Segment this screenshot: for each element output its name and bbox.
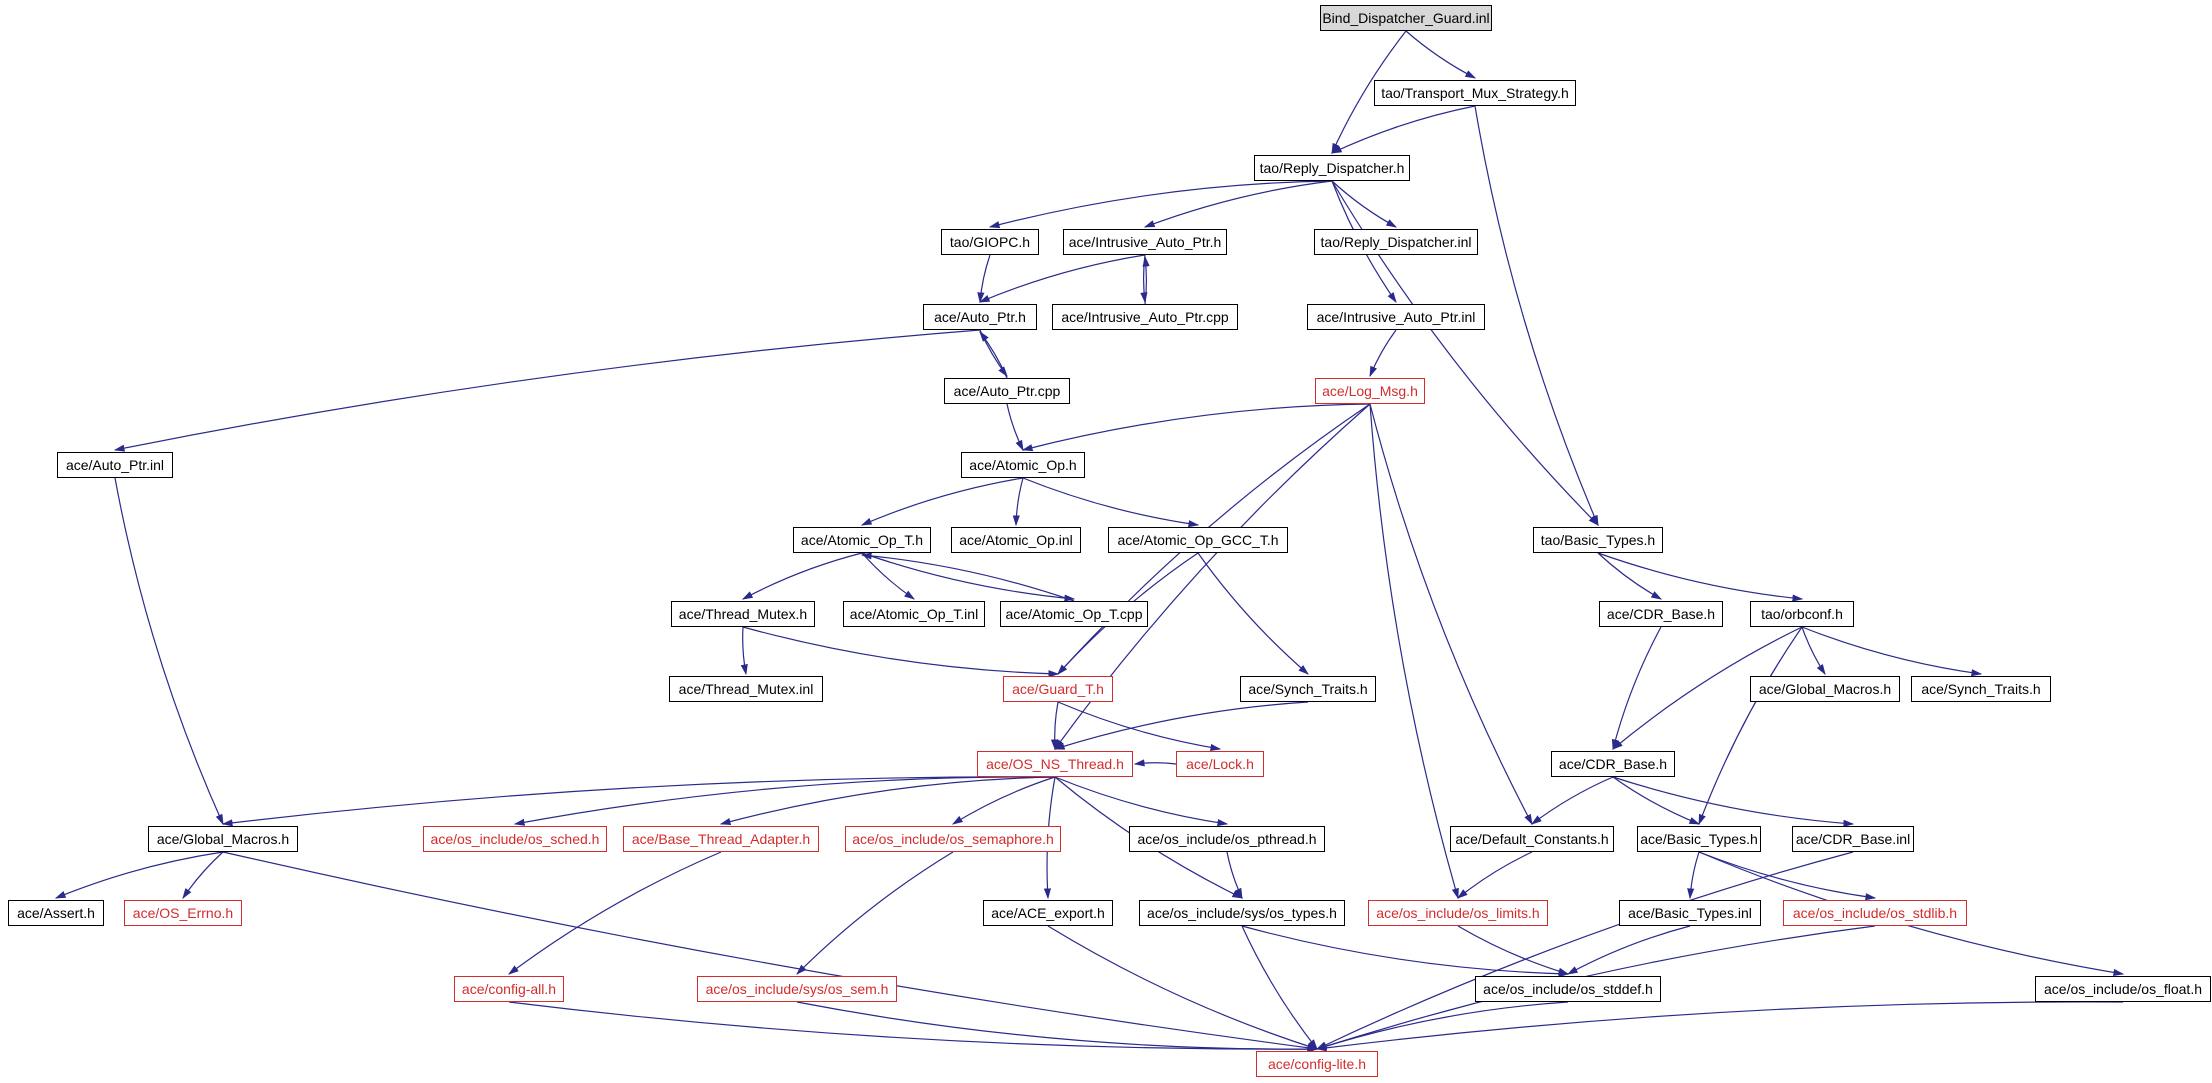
graph-node[interactable]: [1063, 229, 1227, 255]
graph-edge: [1458, 926, 1568, 974]
graph-node[interactable]: [843, 601, 985, 627]
graph-edge: [1458, 852, 1532, 898]
graph-node-label: ace/Guard_T.h: [1012, 681, 1104, 697]
graph-edge: [1406, 31, 1475, 78]
graph-node[interactable]: [669, 676, 823, 702]
graph-node-label: ace/ACE_export.h: [991, 905, 1105, 921]
graph-edge: [743, 627, 1058, 674]
graph-node-label: ace/Auto_Ptr.cpp: [953, 383, 1061, 399]
graph-edge: [862, 478, 1023, 525]
graph-node-label: tao/Reply_Dispatcher.inl: [1320, 234, 1472, 250]
graph-edge: [1145, 181, 1332, 227]
graph-edge: [1532, 777, 1613, 824]
graph-node-label: ace/CDR_Base.h: [1558, 756, 1668, 772]
graph-edge: [1023, 478, 1198, 525]
graph-edge: [515, 777, 1055, 824]
graph-edge: [1023, 404, 1370, 450]
graph-node[interactable]: [1240, 676, 1376, 702]
graph-node-label: ace/os_include/os_pthread.h: [1137, 831, 1317, 847]
graph-node-label: ace/Intrusive_Auto_Ptr.cpp: [1061, 309, 1229, 325]
graph-edge: [1317, 852, 1853, 1049]
graph-edge: [1598, 553, 1802, 599]
graph-edge: [1317, 1002, 1568, 1049]
graph-node-label: ace/Synch_Traits.h: [1921, 681, 2041, 697]
graph-node-label: ace/os_include/os_stddef.h: [1483, 981, 1653, 997]
graph-node[interactable]: [623, 826, 819, 852]
graph-node[interactable]: [1599, 601, 1723, 627]
graph-node[interactable]: [845, 826, 1061, 852]
graph-node[interactable]: [1911, 676, 2051, 702]
graph-node[interactable]: [124, 900, 242, 926]
graph-node-label: ace/Global_Macros.h: [156, 831, 290, 847]
graph-node-label: ace/Assert.h: [17, 905, 95, 921]
graph-node-label: ace/config-lite.h: [1267, 1056, 1367, 1072]
graph-edge: [1802, 627, 1825, 674]
graph-edge: [1699, 852, 1875, 898]
graph-edge: [1332, 181, 1396, 227]
graph-edge: [1802, 627, 1981, 674]
graph-node[interactable]: [1475, 976, 1661, 1002]
graph-node[interactable]: [1307, 304, 1485, 330]
graph-node[interactable]: [454, 976, 564, 1002]
graph-node[interactable]: [1368, 900, 1548, 926]
graph-edge: [721, 777, 1055, 824]
graph-node-label: ace/Thread_Mutex.h: [678, 606, 808, 622]
graph-node-label: ace/Atomic_Op_T.cpp: [1005, 606, 1143, 622]
graph-node[interactable]: [1176, 751, 1264, 777]
graph-node[interactable]: [983, 900, 1113, 926]
graph-node-label: ace/Thread_Mutex.inl: [678, 681, 814, 697]
graph-node-label: ace/Lock.h: [1186, 756, 1254, 772]
graph-node[interactable]: [671, 601, 815, 627]
graph-node-label: ace/CDR_Base.inl: [1795, 831, 1911, 847]
graph-edge: [862, 555, 1074, 601]
graph-node[interactable]: [977, 751, 1133, 777]
graph-node-label: tao/Transport_Mux_Strategy.h: [1381, 85, 1569, 101]
graph-node-label: ace/Auto_Ptr.inl: [65, 457, 165, 473]
graph-edge: [509, 1002, 1317, 1049]
graph-edge: [1332, 106, 1475, 153]
graph-node-label: ace/CDR_Base.h: [1606, 606, 1716, 622]
graph-node[interactable]: [923, 304, 1037, 330]
graph-edge: [1370, 330, 1396, 376]
graph-edge: [797, 852, 953, 974]
graph-edge: [1598, 553, 1661, 599]
graph-node[interactable]: [423, 826, 607, 852]
graph-edge: [980, 330, 1007, 376]
graph-edge: [797, 1002, 1317, 1049]
graph-edge: [990, 181, 1332, 227]
graph-node[interactable]: [1000, 601, 1148, 627]
graph-node[interactable]: [1750, 601, 1854, 627]
graph-node[interactable]: [1003, 676, 1113, 702]
graph-edge: [980, 255, 990, 302]
graph-node-label: ace/Atomic_Op_T.inl: [849, 606, 979, 622]
graph-node[interactable]: [1551, 751, 1675, 777]
graph-edge: [1613, 777, 1699, 824]
graph-node[interactable]: [1129, 826, 1325, 852]
graph-edge: [1699, 627, 1802, 824]
graph-edge: [1055, 702, 1308, 749]
graph-node-label: ace/os_include/os_semaphore.h: [852, 831, 1054, 847]
graph-node[interactable]: [1139, 900, 1345, 926]
graph-edge: [743, 553, 862, 599]
graph-node[interactable]: [1792, 826, 1914, 852]
graph-node-label: tao/GIOPC.h: [949, 234, 1031, 250]
graph-node-label: ace/Log_Msg.h: [1322, 383, 1418, 399]
graph-edge: [115, 478, 223, 824]
graph-edge: [980, 332, 1007, 378]
graph-edge: [1370, 404, 1532, 824]
graph-node-label: ace/OS_NS_Thread.h: [986, 756, 1124, 772]
graph-node-label: ace/os_include/os_stdlib.h: [1792, 905, 1958, 921]
graph-edge: [953, 777, 1055, 824]
graph-node[interactable]: [1450, 826, 1614, 852]
graph-edge: [183, 852, 223, 898]
graph-edge: [1145, 257, 1146, 304]
graph-node[interactable]: [1254, 155, 1410, 181]
graph-node-label: ace/Basic_Types.h: [1640, 831, 1758, 847]
graph-node[interactable]: [944, 378, 1070, 404]
graph-node[interactable]: [57, 452, 173, 478]
graph-edge: [1690, 852, 1699, 898]
graph-edge: [509, 852, 721, 974]
graph-node[interactable]: [1619, 900, 1761, 926]
graph-node-label: ace/Default_Constants.h: [1455, 831, 1609, 847]
graph-node-label: tao/Reply_Dispatcher.h: [1259, 160, 1405, 176]
graph-edge: [1055, 702, 1058, 749]
graph-node-label: ace/os_include/os_sched.h: [430, 831, 600, 847]
graph-node-label: tao/orbconf.h: [1761, 606, 1843, 622]
graph-edge: [1058, 702, 1220, 749]
graph-node[interactable]: [1314, 229, 1478, 255]
graph-node-label: ace/Intrusive_Auto_Ptr.inl: [1316, 309, 1476, 325]
graph-node[interactable]: [941, 229, 1039, 255]
graph-node-label: ace/Synch_Traits.h: [1248, 681, 1368, 697]
graph-node[interactable]: [961, 452, 1085, 478]
graph-node[interactable]: [8, 900, 104, 926]
graph-edge: [1007, 404, 1023, 450]
graph-edge: [1055, 777, 1227, 824]
graph-node-label: ace/Atomic_Op_GCC_T.h: [1117, 532, 1279, 548]
graph-node-label: ace/os_include/sys/os_sem.h: [705, 981, 889, 997]
graph-node-label: ace/Atomic_Op_T.h: [800, 532, 924, 548]
graph-node[interactable]: [1256, 1051, 1378, 1077]
graph-edge: [1317, 1002, 2123, 1049]
graph-node-label: ace/Auto_Ptr.h: [934, 309, 1026, 325]
graph-edge: [1242, 926, 1317, 1049]
graph-edge: [1475, 106, 1598, 525]
graph-node[interactable]: [951, 527, 1081, 553]
graph-edge: [223, 852, 1317, 1049]
graph-node-label: ace/Intrusive_Auto_Ptr.h: [1068, 234, 1222, 250]
graph-edge: [862, 553, 914, 599]
graph-node[interactable]: [1750, 676, 1900, 702]
graph-node-label: ace/os_include/os_float.h: [2044, 981, 2202, 997]
graph-node[interactable]: [1783, 900, 1967, 926]
graph-node[interactable]: [1052, 304, 1238, 330]
graph-edge: [1198, 553, 1308, 674]
graph-node-label: ace/Atomic_Op.h: [969, 457, 1077, 473]
graph-node-label: ace/Global_Macros.h: [1758, 681, 1892, 697]
graph-edge: [223, 777, 1055, 824]
graph-edge: [1613, 627, 1661, 749]
graph-node-label: ace/Atomic_Op.inl: [959, 532, 1073, 548]
graph-node[interactable]: [793, 527, 931, 553]
graph-node[interactable]: [1374, 80, 1576, 106]
graph-node-label: ace/os_include/os_limits.h: [1376, 905, 1540, 921]
graph-node[interactable]: [1637, 826, 1761, 852]
graph-node[interactable]: [1533, 527, 1663, 553]
graph-edge: [1048, 926, 1317, 1049]
graph-edge: [1016, 478, 1023, 525]
graph-node[interactable]: [697, 976, 897, 1002]
graph-node[interactable]: [1320, 5, 1492, 31]
graph-node-label: ace/OS_Errno.h: [132, 905, 234, 921]
graph-edge: [1144, 255, 1145, 302]
graph-edge: [743, 627, 746, 674]
graph-edge: [1227, 852, 1242, 898]
graph-node[interactable]: [1315, 378, 1425, 404]
graph-node-label: ace/os_include/sys/os_types.h: [1147, 905, 1337, 921]
graph-edge: [1370, 404, 1458, 898]
graph-edge: [1568, 926, 1690, 974]
graph-edge: [862, 553, 1074, 599]
graph-node[interactable]: [148, 826, 298, 852]
graph-node-label: ace/Base_Thread_Adapter.h: [631, 831, 811, 847]
graph-node-label: Bind_Dispatcher_Guard.inl: [1322, 10, 1490, 26]
graph-edge: [115, 330, 980, 450]
graph-node[interactable]: [1108, 527, 1288, 553]
graph-node-label: tao/Basic_Types.h: [1540, 532, 1656, 548]
graph-edge: [980, 255, 1145, 302]
graph-edge: [56, 852, 223, 898]
graph-edge: [1242, 926, 1568, 974]
graph-node-label: ace/Basic_Types.inl: [1628, 905, 1752, 921]
graph-edge: [1135, 763, 1176, 764]
graph-edge: [1613, 777, 1853, 824]
graph-node[interactable]: [2035, 976, 2211, 1002]
graph-node-label: ace/config-all.h: [461, 981, 557, 997]
